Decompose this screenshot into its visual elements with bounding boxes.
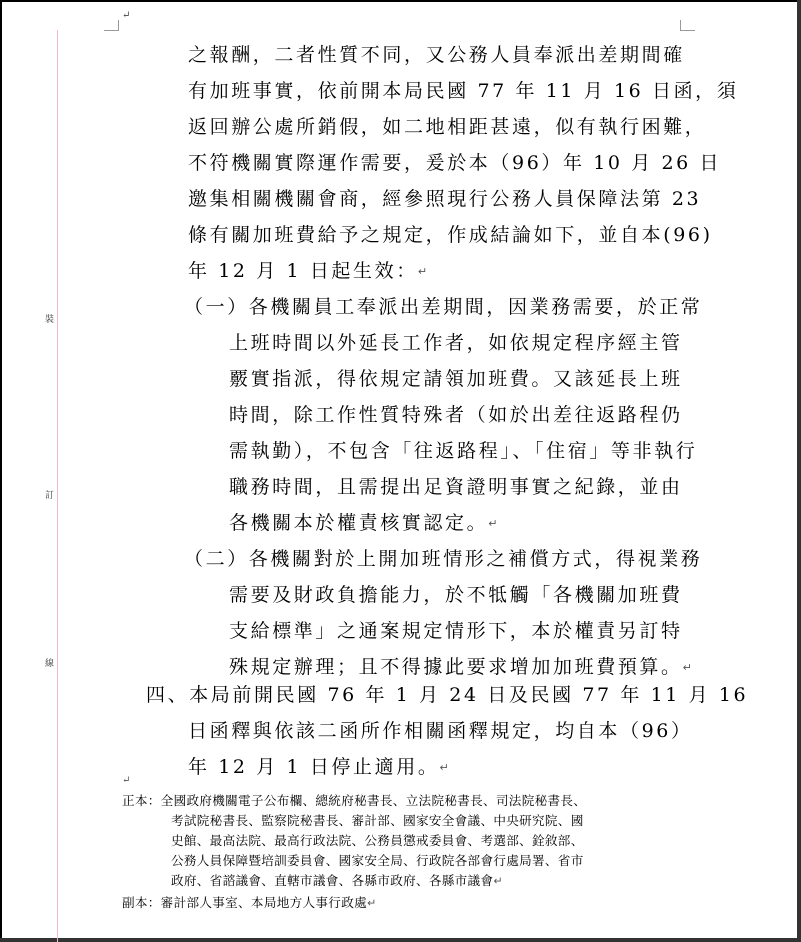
body-line: 有加班事實，依前開本局民國 77 年 11 月 16 日函，須 [188, 80, 739, 102]
item1-line: 職務時間，且需提出足資證明事實之紀錄，並由 [229, 476, 683, 498]
recipients-main-line: 正本：全國政府機關電子公布欄、總統府秘書長、立法院秘書長、司法院秘書長、 [122, 793, 587, 808]
item4-line: 四、本局前開民國 76 年 1 月 24 日及民國 77 年 11 月 16 [146, 684, 749, 706]
item1-line: 上班時間以外延長工作者，如依規定程序經主管 [229, 332, 683, 354]
item1-line: 需執勤），不包含「往返路程」、「住宿」等非執行 [229, 440, 698, 462]
page-shadow-right [797, 0, 801, 942]
item2-line: 需要及財政負擔能力，於不牴觸「各機關加班費 [229, 584, 683, 606]
empty-paragraph-mark: ↵ [122, 775, 131, 786]
item1-line: （一）各機關員工奉派出差期間，因業務需要，於正常 [184, 296, 703, 318]
item1-line-last: 各機關本於權責核實認定。↵ [229, 512, 498, 534]
body-line-last: 年 12 月 1 日起生效：↵ [188, 260, 428, 282]
item4-line: 日函釋與依該二函所作相關函釋規定，均自本（96） [188, 720, 693, 742]
body-line: 邀集相關機關會商，經參照現行公務人員保障法第 23 [188, 188, 702, 210]
recipients-copy-line: 副本：審計部人事室、本局地方人事行政處↵ [122, 895, 377, 910]
item2-line-last: 殊規定辦理；且不得據此要求增加加班費預算。↵ [229, 656, 692, 678]
recipients-main-line: 公務人員保障暨培訓委員會、國家安全局、行政院各部會行處局署、省市 [171, 853, 584, 868]
item2-line: （二）各機關對於上開加班情形之補償方式，得視業務 [184, 548, 703, 570]
recipients-main-line: 史館、最高法院、最高行政法院、公務員懲戒委員會、考選部、銓敘部、 [171, 833, 584, 848]
binding-mark-ding: 訂 [43, 490, 53, 499]
body-line: 不符機關實際運作需要，爰於本（96）年 10 月 26 日 [188, 152, 722, 174]
item1-line: 時間，除工作性質特殊者（如於出差往返路程仍 [229, 404, 683, 426]
recipients-main-line: 考試院秘書長、監察院秘書長、審計部、國家安全會議、中央研究院、國 [171, 813, 584, 828]
top-paragraph-mark: ↵ [122, 10, 131, 21]
binding-mark-xian: 線 [43, 658, 53, 667]
item4-line-last: 年 12 月 1 日停止適用。↵ [188, 756, 449, 778]
item2-line: 支給標準」之通案規定情形下，本於權責另訂特 [229, 620, 683, 642]
page-shadow-bottom [0, 938, 801, 942]
body-line: 返回辦公處所銷假，如二地相距甚遠，似有執行困難， [188, 116, 707, 138]
crop-mark-top-right [680, 20, 695, 31]
item1-line: 覈實指派，得依規定請領加班費。又該延長上班 [229, 368, 683, 390]
body-line: 之報酬，二者性質不同，又公務人員奉派出差期間確 [188, 44, 685, 66]
recipients-main-line-last: 政府、省諮議會、直轄市議會、各縣市政府、各縣市議會↵ [171, 873, 503, 888]
binding-mark-zhuang: 裝 [43, 314, 53, 323]
binding-margin-line [57, 30, 58, 942]
body-line: 條有關加班費給予之規定，作成結論如下，並自本(96) [188, 224, 713, 246]
crop-mark-top-left [104, 20, 119, 31]
